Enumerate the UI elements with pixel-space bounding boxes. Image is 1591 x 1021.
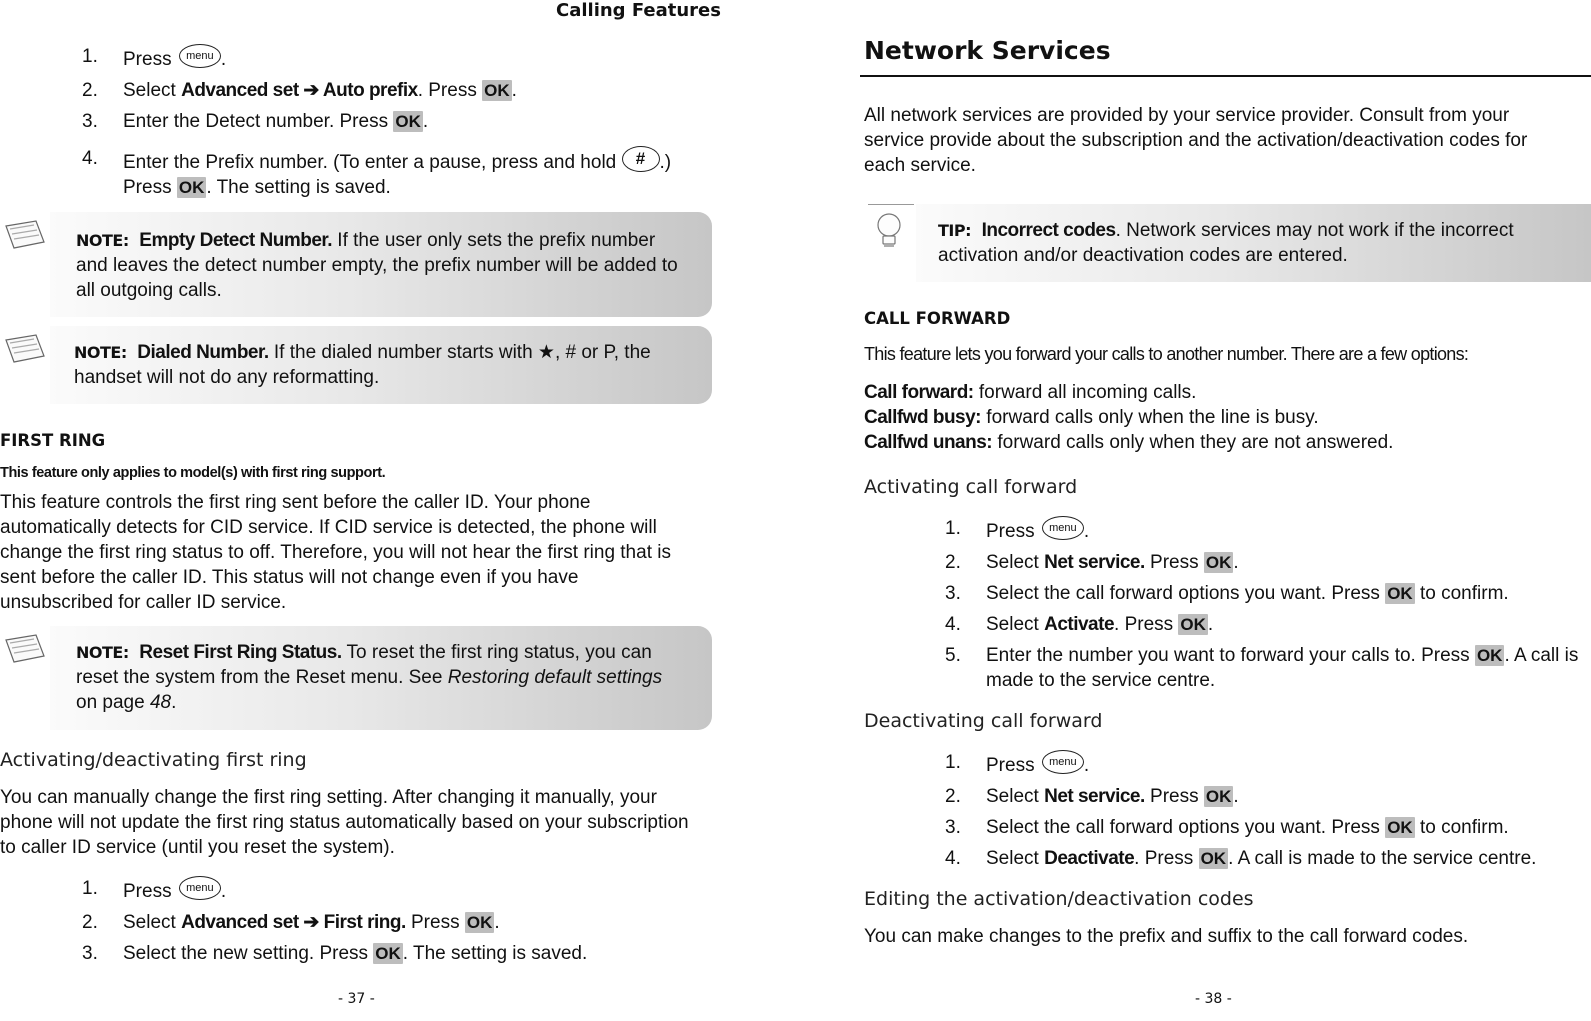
ok-key-icon: OK (1476, 646, 1503, 665)
section-heading-first-ring: FIRST RING (0, 431, 106, 450)
list-item: 2. Select Net service. Press OK . (945, 786, 1239, 807)
ok-key-icon: OK (1387, 818, 1413, 837)
subheading-editing-codes: Editing the activation/deactivation codes (864, 888, 1254, 910)
page-title: Network Services (864, 36, 1111, 65)
page-number-left: - 37 - (338, 991, 375, 1007)
note-icon (2, 218, 48, 252)
ok-key-icon: OK (484, 81, 510, 100)
note-dialed-number: NOTE: Dialed Number. If the dialed number starts with ★, # or P, the handset will not do any reformatting. (50, 326, 712, 404)
list-item: 5. Enter the number you want to forward your calls to. Press OK . A call is made to the service centre. (945, 645, 1579, 691)
menu-key-icon: menu (1042, 750, 1084, 774)
subheading-deactivating-call-forward: Deactivating call forward (864, 710, 1103, 732)
activating-first-ring-body: You can manually change the first ring setting. After changing it manually, your phone will not update the first ring status automatically based on your subscription to caller ID service (until you reset the system). (0, 787, 689, 858)
tip-incorrect-codes: TIP: Incorrect codes. Network services may not work if the incorrect activation and/or deactivation codes are entered. (916, 204, 1591, 282)
ok-key-icon: OK (466, 913, 493, 932)
call-forward-intro: This feature lets you forward your calls to another number. There are a few options: (864, 344, 1469, 364)
tip-rule (868, 204, 914, 205)
list-item: 3. Select the new setting. Press OK . The setting is saved. (82, 943, 588, 964)
ok-key-icon: OK (1205, 553, 1232, 572)
ok-key-icon: OK (1200, 849, 1227, 868)
note-icon (2, 632, 48, 666)
steps-deactivate-call-forward (945, 750, 1585, 877)
list-item: 2. Select Advanced set ➔ First ring. Press OK . (82, 912, 500, 933)
list-item: Callfwd unans: forward calls only when they are not answered. (864, 432, 1394, 453)
ok-key-icon: OK (395, 112, 421, 131)
list-item: Callfwd busy: forward calls only when the line is busy. (864, 407, 1319, 428)
subheading-activating-call-forward: Activating call forward (864, 476, 1078, 498)
list-item: 3. Select the call forward options you want. Press OK to confirm. (945, 583, 1509, 604)
ok-key-icon: OK (375, 944, 401, 963)
list-item: 2. Select Advanced set ➔ Auto prefix. Press OK . (82, 80, 517, 101)
steps-first-ring (82, 876, 712, 972)
call-forward-options (864, 380, 1564, 455)
list-item: 1. Press menu . (82, 878, 227, 902)
list-item: 3. Enter the Detect number. Press OK . (82, 111, 429, 132)
list-item: 4. Select Activate. Press OK . (945, 614, 1214, 635)
menu-key-icon: menu (179, 876, 221, 900)
ok-key-icon: OK (1387, 584, 1413, 603)
applies-note: This feature only applies to model(s) with first ring support. (0, 465, 386, 481)
note-reset-first-ring: NOTE: Reset First Ring Status. To reset the first ring status, you can reset the system from the Reset menu. See Restoring default settings on page 48. (50, 626, 712, 730)
menu-key-icon: menu (1042, 516, 1084, 540)
running-header: Calling Features (556, 0, 721, 21)
steps-activate-call-forward (945, 516, 1585, 699)
list-item: 1. Press menu . (945, 752, 1090, 776)
network-intro: All network services are provided by your service provider. Consult from your service provide about the subscription and the activation/deactivation codes for each service. (864, 105, 1528, 176)
title-rule (860, 75, 1591, 77)
first-ring-body: This feature controls the first ring sent before the caller ID. Your phone automatically detects for CID service. If CID service is detected, the phone will change the first ring status to off. Therefore, you will not hear the first ring that is sent before the caller ID. This status will not change even if you have unsubscribed for caller ID service. (0, 492, 671, 613)
menu-key-icon: menu (179, 44, 221, 68)
ok-key-icon: OK (1180, 615, 1206, 634)
note-empty-detect-number: NOTE: Empty Detect Number. If the user only sets the prefix number and leaves the detect number empty, the prefix number will be added to all outgoing calls. (50, 212, 712, 317)
lightbulb-icon (872, 210, 906, 252)
list-item: 1. Press menu . (82, 46, 227, 70)
list-item: 4. Select Deactivate. Press OK . A call is made to the service centre. (945, 848, 1537, 869)
list-item: 1. Press menu . (945, 518, 1090, 542)
note-icon (2, 332, 48, 366)
ok-key-icon: OK (1205, 787, 1232, 806)
list-item: 3. Select the call forward options you want. Press OK to confirm. (945, 817, 1509, 838)
list-item: Call forward: forward all incoming calls. (864, 382, 1197, 403)
page-number-right: - 38 - (1195, 991, 1232, 1007)
list-item: 2. Select Net service. Press OK . (945, 552, 1239, 573)
section-heading-call-forward: CALL FORWARD (864, 309, 1011, 328)
ok-key-icon: OK (178, 178, 205, 197)
subheading-activating-first-ring: Activating/deactivating first ring (0, 749, 307, 771)
steps-auto-prefix (82, 44, 712, 206)
list-item: 4. Enter the Prefix number. (To enter a pause, press and hold # .) Press OK . The setting is saved. (82, 148, 672, 198)
hash-key-icon: # (622, 146, 660, 172)
editing-codes-body: You can make changes to the prefix and suffix to the call forward codes. (864, 926, 1469, 947)
